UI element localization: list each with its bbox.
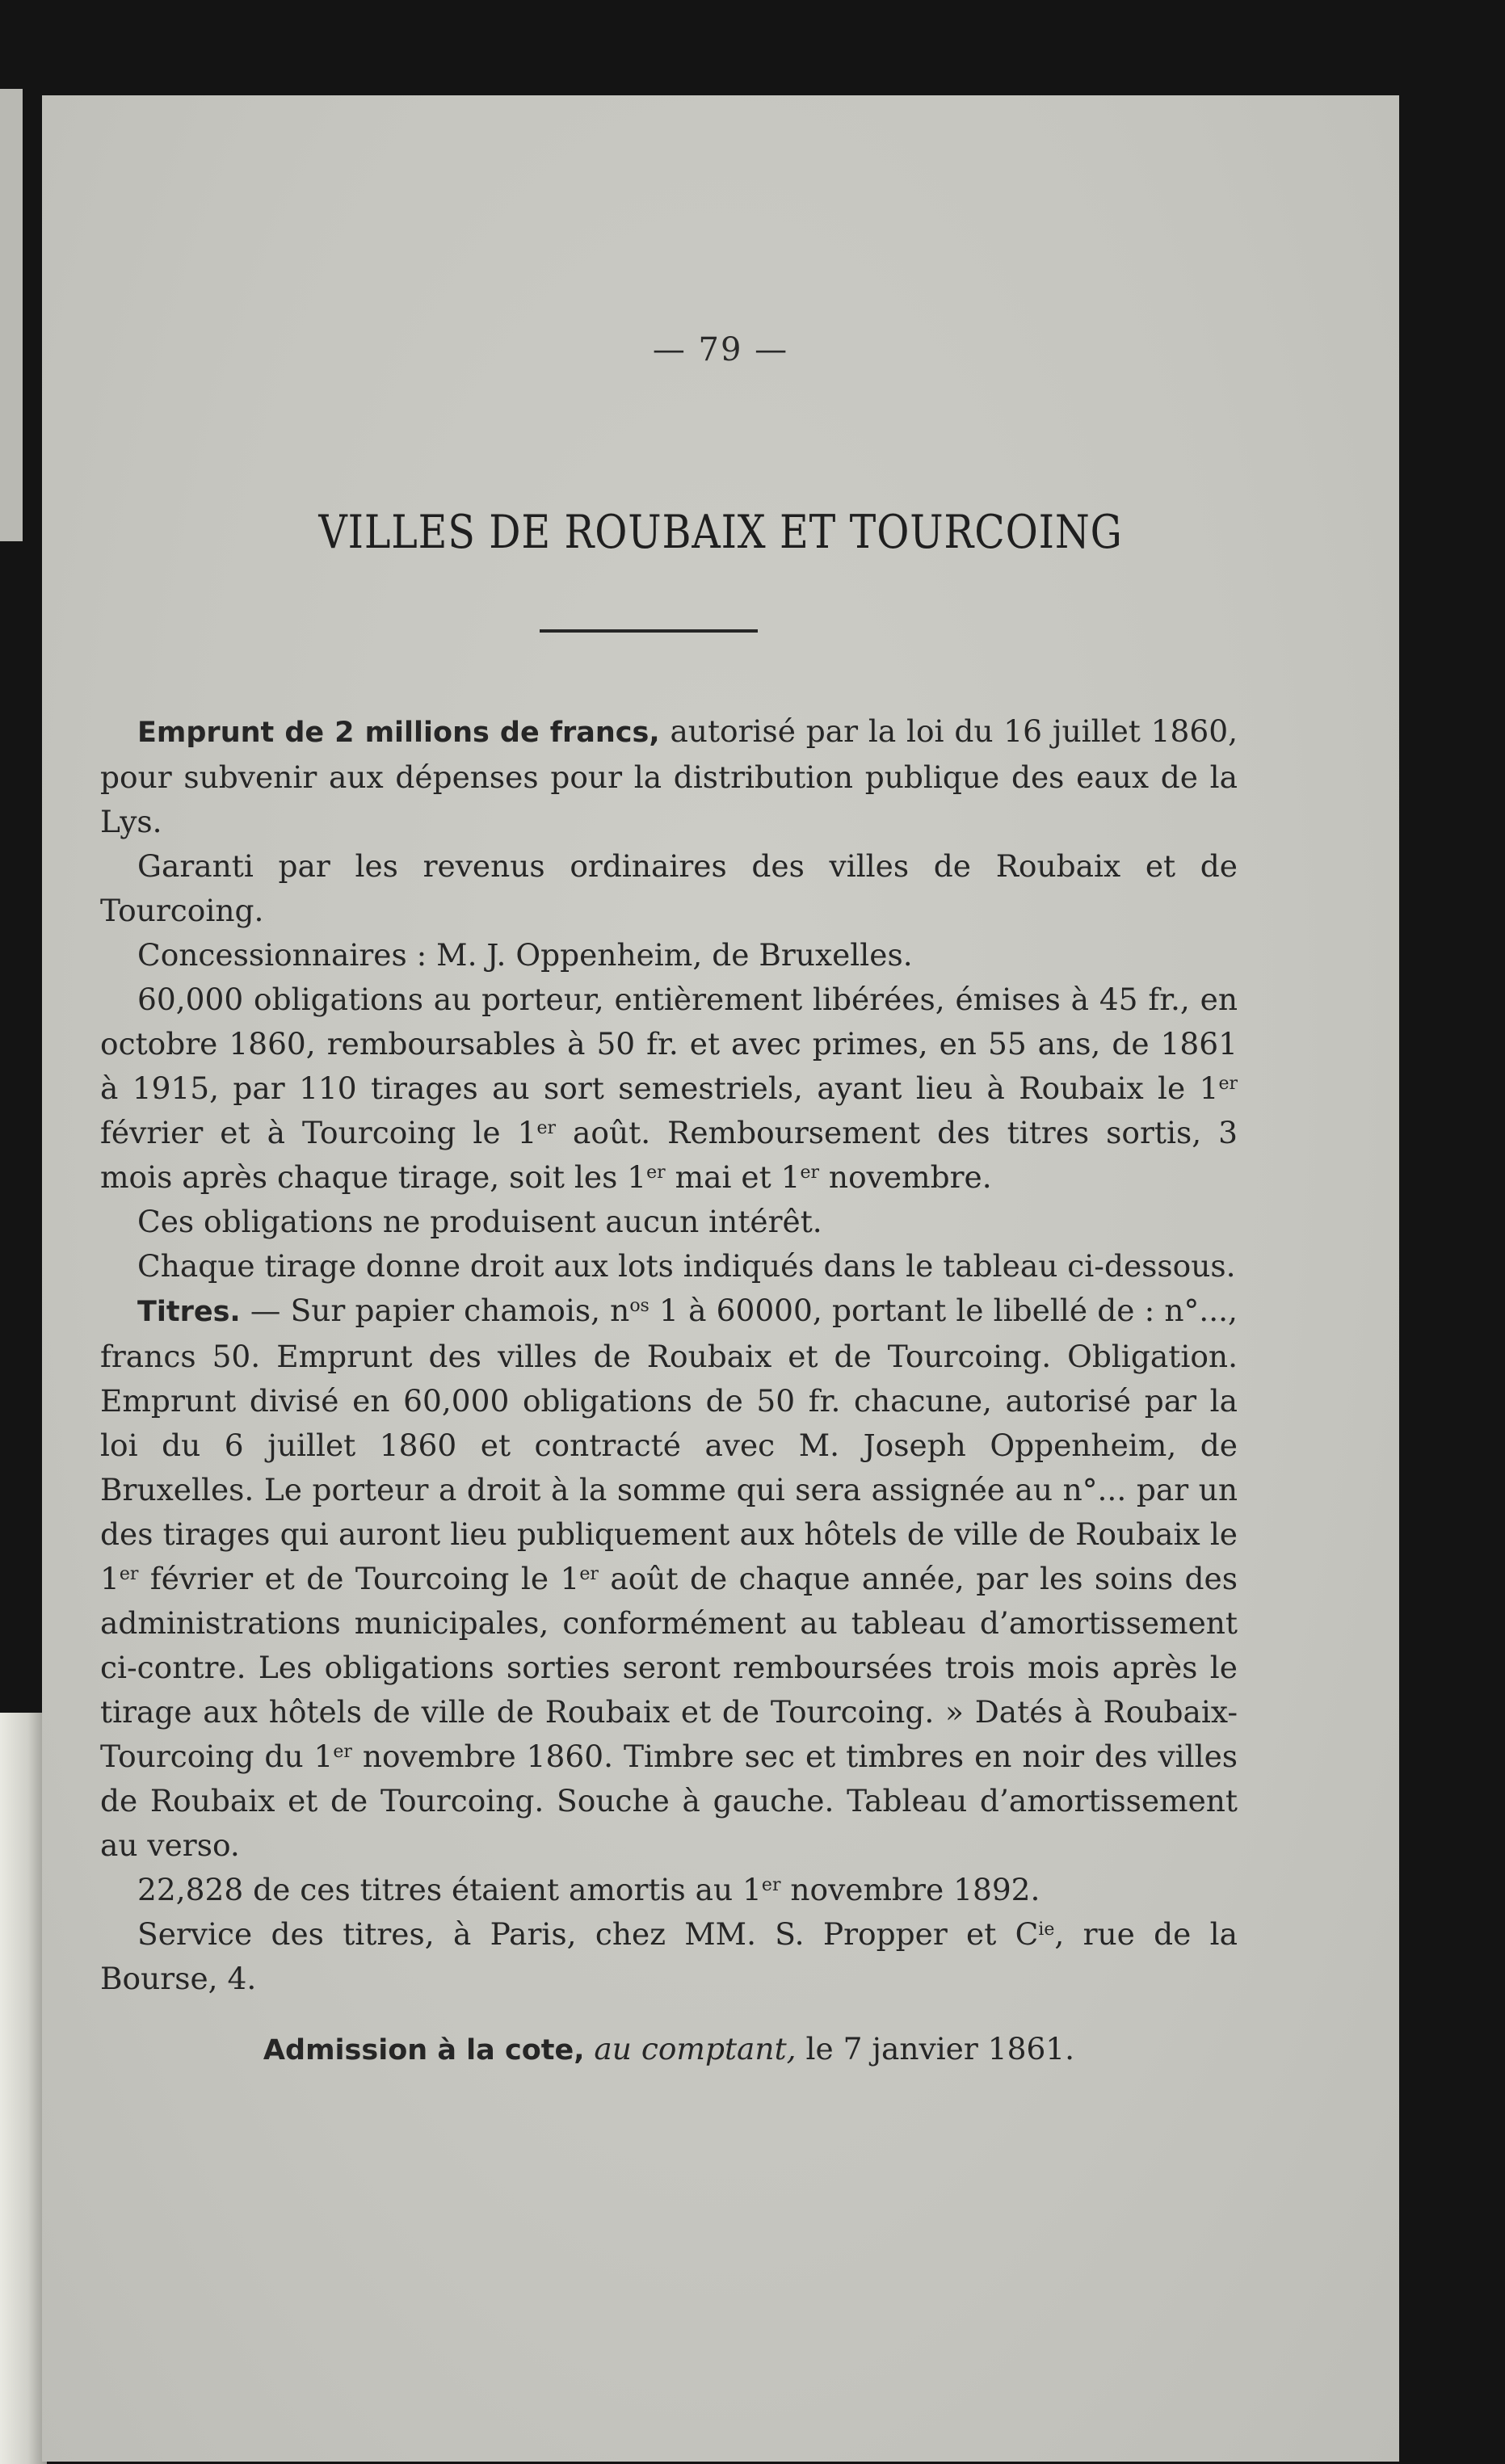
paragraph-admission: Admission à la cote, au comptant, le 7 janvier 1861. <box>263 2031 1075 2067</box>
paragraph-no-interest: Ces obligations ne produisent aucun intérêt. <box>137 1204 822 1239</box>
page-title: VILLES DE ROUBAIX ET TOURCOING <box>318 506 1123 559</box>
paragraph-titres: Titres. — Sur papier chamois, $n^{os}$ 1 à 60000, portant le libellé de : n°..., francs 50. Emprunt des villes de Roubaix et de Tourcoing. Obligation. Emprunt divisé en 60,000 obligations de 50 fr. chacune, autorisé par la loi du 6 juillet 1860 et contracté avec M. Joseph Oppenheim, de Bruxelles. Le porteur a droit à la somme qui sera assignée au n°... par un des tirages qui auront lieu publiquement aux hôtels de ville de Roubaix le 1er février et de Tourcoing le 1er août de chaque année, par les soins des administrations municipales, conformément au tableau d’amortissement ci-contre. Les obligations sorties seront remboursées trois mois après le tirage aux hôtels de ville de Roubaix et de Tourcoing. » Datés à Roubaix-Tourcoing du 1er novembre 1860. Timbre sec et timbres en noir des villes de Roubaix et de Tourcoing. Souche à gauche. Tableau d’amortissement au verso. <box>100 1293 1238 1863</box>
paragraph-draws: Chaque tirage donne droit aux lots indiqués dans le tableau ci-dessous. <box>137 1248 1236 1284</box>
paragraph-obligations: 60,000 obligations au porteur, entièrement libérées, émises à 45 fr., en octobre 1860, remboursables à 50 fr. et avec primes, en 55 ans, de 1861 à 1915, par 110 tirages au sort semestriels, ayant lieu à Roubaix le 1er février et à Tourcoing le 1er août. Remboursement des titres sortis, 3 mois après chaque tirage, soit les 1er mai et 1er novembre. <box>100 982 1238 1195</box>
scan-edge-bottom <box>0 1713 47 2464</box>
page-number: — 79 — <box>652 331 789 368</box>
document-page <box>42 95 1399 2462</box>
paragraph-amortized: 22,828 de ces titres étaient amortis au 1er novembre 1892. <box>137 1872 1040 1907</box>
admission-italic: au comptant, <box>584 2031 797 2067</box>
paragraph-concessionaires: Concessionnaires : M. J. Oppenheim, de Bruxelles. <box>137 937 913 973</box>
admission-label: Admission à la cote, <box>263 2034 585 2067</box>
paragraph-service: Service des titres, à Paris, chez MM. S. Propper et $C^{ie}$, rue de la Bourse, 4. <box>100 1916 1238 1996</box>
loan-text: autorisé par la loi du 16 juillet 1860, pour subvenir aux dépenses pour la distribution publique des eaux de la Lys. <box>100 713 1238 839</box>
paragraph-guarantee: Garanti par les revenus ordinaires des villes de Roubaix et de Tourcoing. <box>100 848 1238 928</box>
titres-label: Titres. <box>137 1296 241 1328</box>
document-body <box>100 709 1238 2073</box>
loan-lead: Emprunt de 2 millions de francs, <box>137 717 660 749</box>
title-divider <box>540 629 758 633</box>
scan-edge-top <box>0 89 23 541</box>
paragraph-loan <box>100 709 1238 844</box>
